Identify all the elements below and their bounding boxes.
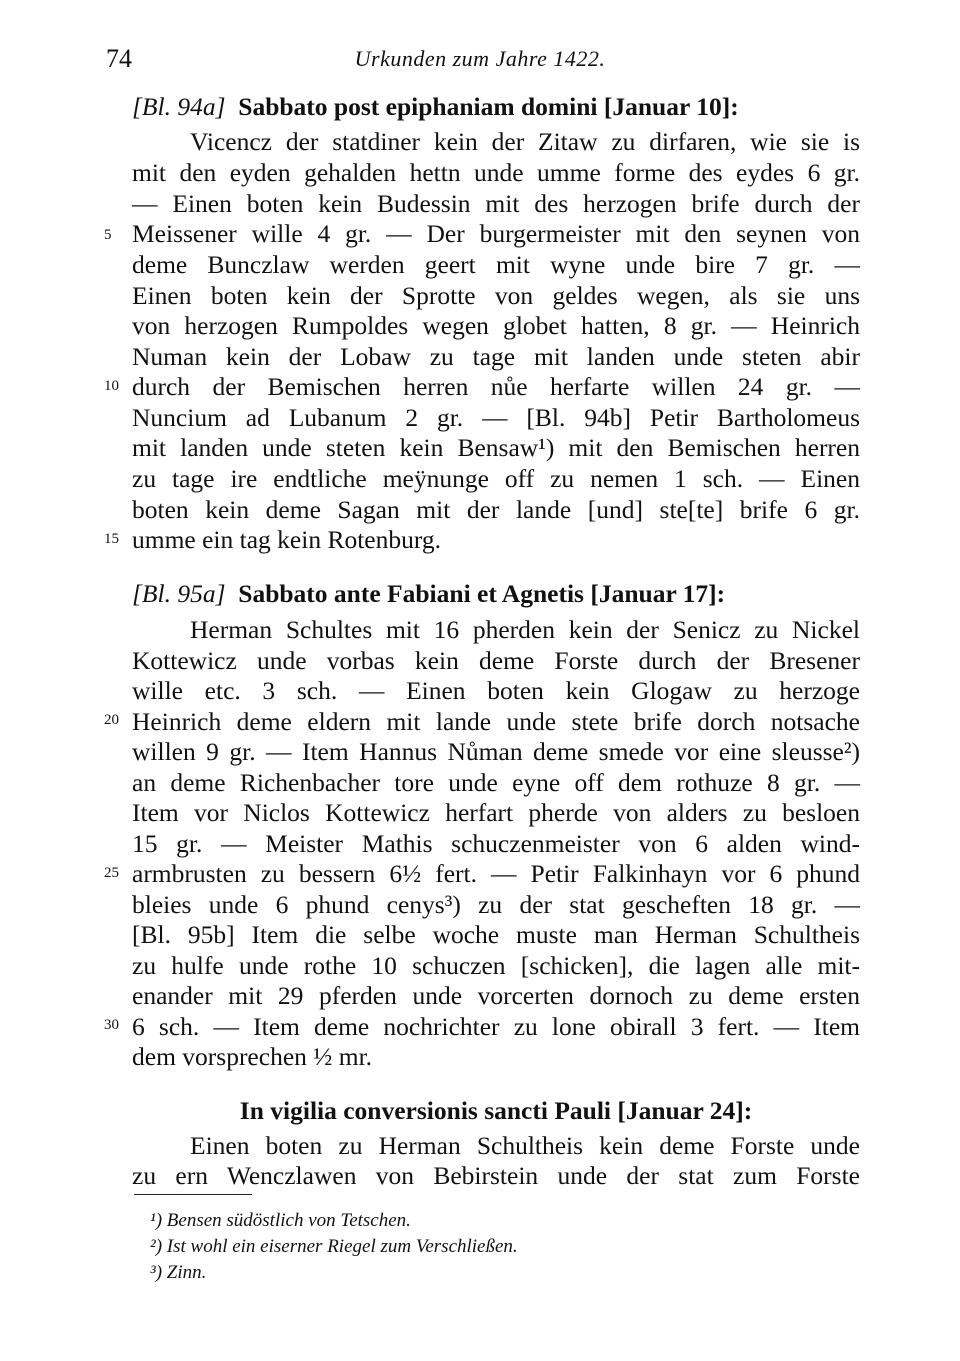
text-line: Einen boten kein der Sprotte von geldes wegen, als sie uns (132, 281, 860, 310)
text-line: wille etc. 3 sch. — Einen boten kein Glogaw zu herzoge (132, 676, 860, 705)
section-heading (132, 90, 860, 124)
text-line: Item vor Niclos Kottewicz herfart pherde von alders zu besloen (132, 798, 860, 827)
text-line: durch der Bemischen herren nůe herfarte willen 24 gr. — (132, 372, 860, 401)
text-line: mit landen unde steten kein Bensaw¹) mit den Bemischen herren (132, 433, 860, 462)
running-title: Urkunden zum Jahre 1422. (354, 46, 606, 71)
text-line: [Bl. 95b] Item die selbe woche muste man Herman Schultheis (132, 920, 860, 949)
text-line: zu hulfe unde rothe 10 schuczen [schicken], die lagen alle mit- (132, 951, 860, 980)
line-number: 20 (104, 712, 119, 728)
page-header (0, 44, 960, 74)
text-line: Meissener wille 4 gr. — Der burgermeister mit den seynen von (132, 219, 860, 248)
text-line: zu ern Wenczlawen von Bebirstein unde der stat zum Forste (132, 1161, 860, 1190)
footnote-rule (134, 1194, 252, 1195)
section-title: Sabbato post epiphaniam domini [Januar 10]: (238, 92, 739, 121)
text-line: willen 9 gr. — Item Hannus Nůman deme smede vor eine sleusse²) (132, 737, 860, 766)
text-line: Herman Schultes mit 16 pherden kein der Senicz zu Nickel (190, 615, 860, 644)
section-heading (132, 577, 860, 611)
line-number: 5 (104, 227, 112, 243)
footnote: ¹) Bensen südöstlich von Tetschen. (150, 1210, 411, 1231)
text-line: von herzogen Rumpoldes wegen globet hatten, 8 gr. — Heinrich (132, 311, 860, 340)
text-line: Kottewicz unde vorbas kein deme Forste durch der Bresener (132, 646, 860, 675)
text-line: Numan kein der Lobaw zu tage mit landen unde steten abir (132, 342, 860, 371)
text-line: mit den eyden gehalden hettn unde umme forme des eydes 6 gr. (132, 158, 860, 187)
text-line: 15 gr. — Meister Mathis schuczenmeister von 6 alden wind- (132, 829, 860, 858)
text-line: dem vorsprechen ½ mr. (132, 1042, 373, 1071)
line-number: 10 (104, 378, 119, 394)
text-line: enander mit 29 pferden unde vorcerten dornoch zu deme ersten (132, 981, 860, 1010)
text-line: an deme Richenbacher tore unde eyne off dem rothuze 8 gr. — (132, 768, 860, 797)
page-number: 74 (106, 44, 132, 73)
text-line: armbrusten zu bessern 6½ fert. — Petir Falkinhayn vor 6 phund (132, 859, 860, 888)
footnote: ³) Zinn. (150, 1262, 207, 1283)
text-line: boten kein deme Sagan mit der lande [und] ste[te] brife 6 gr. (132, 495, 860, 524)
text-line: Nuncium ad Lubanum 2 gr. — [Bl. 94b] Petir Bartholomeus (132, 403, 860, 432)
text-line: zu tage ire endtliche meÿnunge off zu nemen 1 sch. — Einen (132, 464, 860, 493)
line-number: 25 (104, 865, 119, 881)
text-line: bleies unde 6 phund cenys³) zu der stat gescheften 18 gr. — (132, 890, 860, 919)
text-line: Vicencz der statdiner kein der Zitaw zu dirfaren, wie sie is (190, 127, 860, 156)
text-line: Heinrich deme eldern mit lande unde stete brife dorch notsache (132, 707, 860, 736)
text-line: 6 sch. — Item deme nochrichter zu lone obirall 3 fert. — Item (132, 1012, 860, 1041)
line-number: 15 (104, 531, 119, 547)
folio-reference: [Bl. 95a] (132, 579, 226, 608)
line-number: 30 (104, 1017, 119, 1033)
section-title: In vigilia conversionis sancti Pauli [Januar 24]: (239, 1096, 753, 1125)
text-line: Einen boten zu Herman Schultheis kein deme Forste unde (190, 1131, 860, 1160)
text-line: deme Bunczlaw werden geert mit wyne unde bire 7 gr. — (132, 250, 860, 279)
text-line: — Einen boten kein Budessin mit des herzogen brife durch der (132, 189, 860, 218)
section-title: Sabbato ante Fabiani et Agnetis [Januar 17]: (238, 579, 726, 608)
text-line: umme ein tag kein Rotenburg. (132, 525, 442, 554)
folio-reference: [Bl. 94a] (132, 92, 226, 121)
footnote: ²) Ist wohl ein eiserner Riegel zum Verschließen. (150, 1236, 518, 1257)
